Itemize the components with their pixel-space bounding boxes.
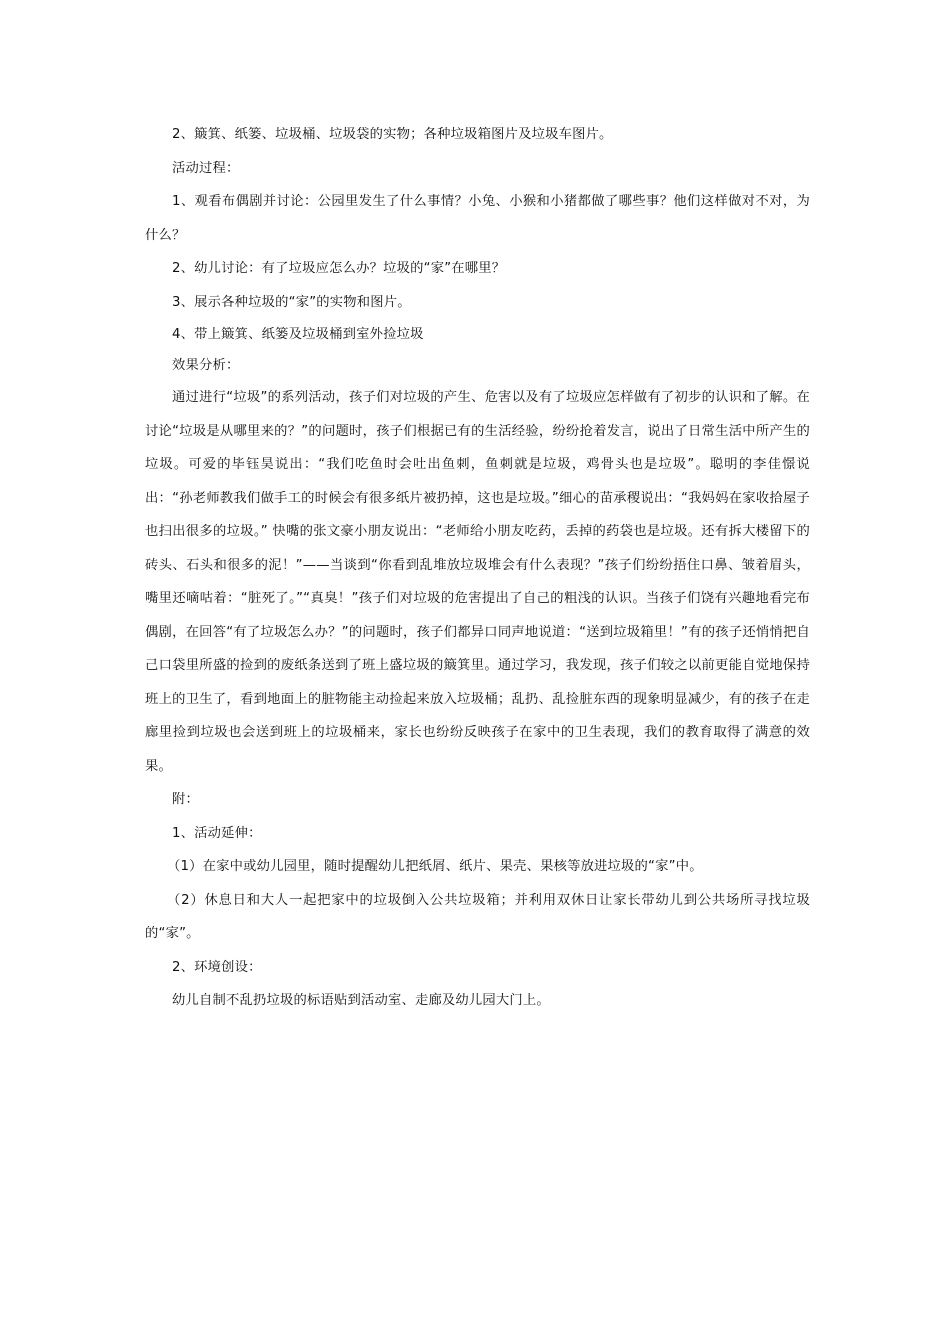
paragraph-process-4: 4、带上簸箕、纸篓及垃圾桶到室外捡垃圾: [172, 327, 424, 342]
document-body: [145, 118, 810, 1018]
extension-heading: 1、活动延伸：: [172, 825, 262, 841]
paragraph-materials-2: 2、簸箕、纸篓、垃圾桶、垃圾袋的实物；各种垃圾箱图片及垃圾车图片。: [172, 127, 613, 142]
paragraph-analysis-body: 通过进行“垃圾”的系列活动，孩子们对垃圾的产生、危害以及有了垃圾应怎样做有了初步的认识和了解。在讨论“垃圾是从哪里来的？”的问题时，孩子们根据已有的生活经验，纷纷抢着发言，说出了日常生活中所产生的垃圾。可爱的毕钰昊说出：“我们吃鱼时会吐出鱼刺，鱼刺就是垃圾，鸡骨头也是垃圾”。聪明的李佳憬说出：“孙老师教我们做手工的时候会有很多纸片被扔掉，这也是垃圾。”细心的苗承稷说出：“我妈妈在家收拾屋子也扫出很多的垃圾。” 快嘴的张文豪小朋友说出：“老师给小朋友吃药，丢掉的药袋也是垃圾。还有拆大楼留下的砖头、石头和很多的泥！”——当谈到“你看到乱堆放垃圾堆会有什么表现？”孩子们纷纷捂住口鼻、皱着眉头，嘴里还嘀咕着：“脏死了。”“真臭！”孩子们对垃圾的危害提出了自己的粗浅的认识。当孩子们饶有兴趣地看完布偶剧，在回答“有了垃圾怎么办？”的问题时，孩子们都异口同声地说道：“送到垃圾箱里！”有的孩子还悄悄把自己口袋里所盛的捡到的废纸条送到了班上盛垃圾的簸箕里。通过学习，我发现，孩子们较之以前更能自觉地保持班上的卫生了，看到地面上的脏物能主动捡起来放入垃圾桶；乱扔、乱捡脏东西的现象明显减少，有的孩子在走廊里捡到垃圾也会送到班上的垃圾桶来，家长也纷纷反映孩子在家中的卫生表现，我们的教育取得了满意的效果。: [145, 390, 810, 774]
paragraph-extension-2: （2）休息日和大人一起把家中的垃圾倒入公共垃圾箱；并利用双休日让家长带幼儿到公共场所寻找垃圾的“家”。: [145, 892, 810, 941]
analysis-heading: 效果分析：: [172, 358, 240, 373]
process-heading: 活动过程：: [172, 160, 240, 176]
paragraph-environment-body: 幼儿自制不乱扔垃圾的标语贴到活动室、走廊及幼儿园大门上。: [172, 993, 550, 1008]
paragraph-process-3: 3、展示各种垃圾的“家”的实物和图片。: [172, 294, 411, 310]
environment-heading: 2、环境创设：: [172, 959, 262, 975]
appendix-heading: 附：: [172, 792, 199, 807]
paragraph-process-1: 1、观看布偶剧并讨论：公园里发生了什么事情？小兔、小猴和小猪都做了哪些事？他们这样做对不对，为什么？: [145, 194, 810, 243]
paragraph-process-2: 2、幼儿讨论：有了垃圾应怎么办？垃圾的“家”在哪里？: [172, 261, 506, 276]
paragraph-extension-1: （1）在家中或幼儿园里，随时提醒幼儿把纸屑、纸片、果壳、果核等放进垃圾的“家”中。: [167, 859, 703, 874]
